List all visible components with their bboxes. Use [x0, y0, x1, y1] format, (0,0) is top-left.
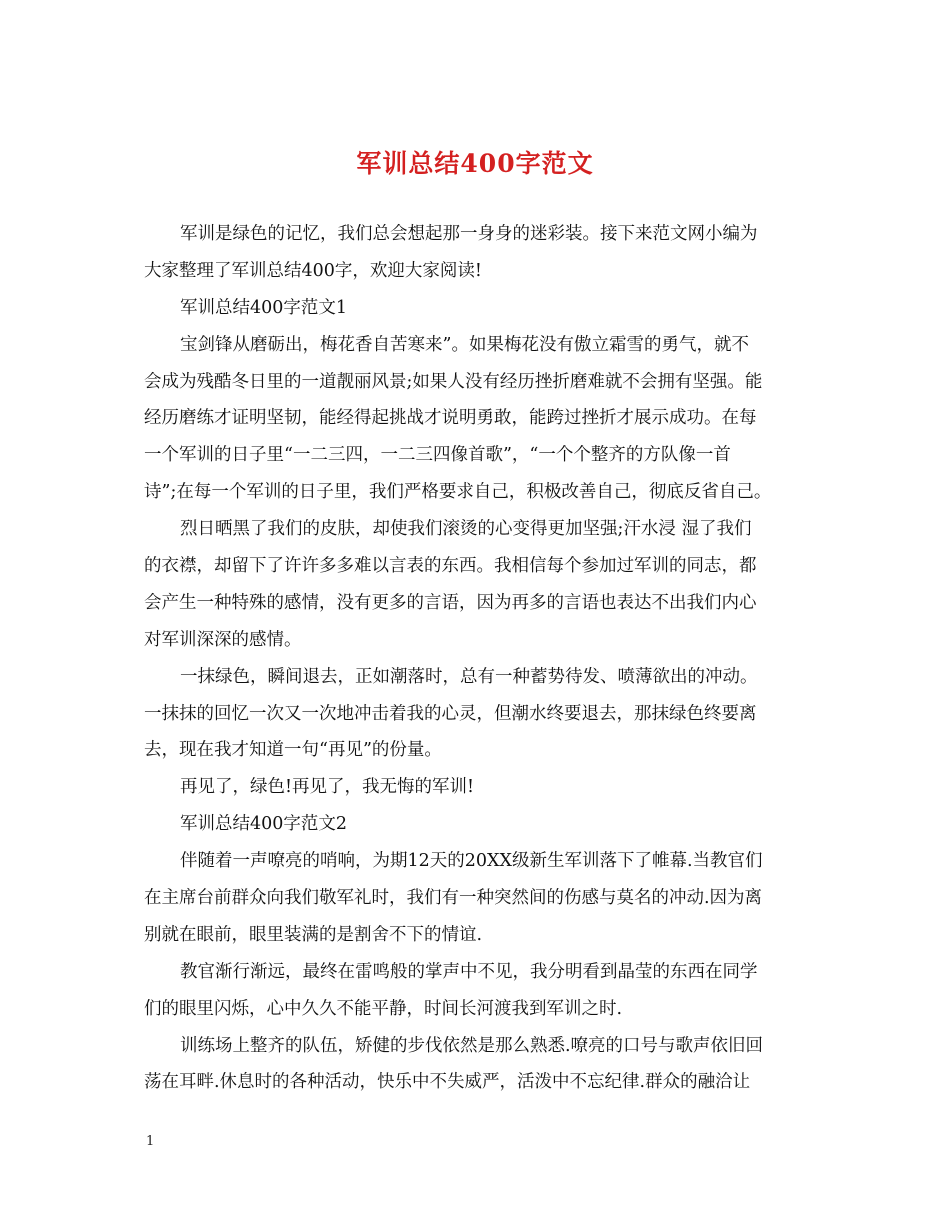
text-line: 经历磨练才证明坚韧，能经得起挑战才说明勇敢，能跨过挫折才展示成功。在每	[144, 408, 757, 429]
text-line: 别就在眼前，眼里装满的是割舍不下的情谊.	[144, 924, 483, 945]
text-line: 荡在耳畔.休息时的各种活动，快乐中不失威严，活泼中不忘纪律.群众的融洽让	[144, 1072, 751, 1093]
text-line: 再见了，绿色!再见了，我无悔的军训!	[180, 777, 475, 798]
text-line: 烈日晒黑了我们的皮肤，却使我们滚烫的心变得更加坚强;汗水浸 湿了我们	[180, 519, 752, 540]
text-line: 在主席台前群众向我们敬军礼时，我们有一种突然间的伤感与莫名的冲动.因为离	[144, 888, 763, 909]
section-heading: 军训总结400字范文2	[180, 814, 348, 835]
text-line: 一抹抹的回忆一次又一次地冲击着我的心灵，但潮水终要退去，那抹绿色终要离	[144, 703, 757, 724]
text-line: 去，现在我才知道一句“再见”的份量。	[144, 740, 442, 761]
text-line: 会产生一种特殊的感情，没有更多的言语，因为再多的言语也表达不出我们内心	[144, 592, 757, 613]
text-line: 大家整理了军训总结400字，欢迎大家阅读!	[144, 260, 482, 281]
text-line: 一抹绿色，瞬间退去，正如潮落时，总有一种蓄势待发、喷薄欲出的冲动。	[180, 666, 758, 687]
text-line: 诗”;在每一个军训的日子里，我们严格要求自己，积极改善自己，彻底反省自己。	[144, 482, 772, 503]
text-line: 的衣襟，却留下了许许多多难以言表的东西。我相信每个参加过军训的同志，都	[144, 556, 757, 577]
text-line: 训练场上整齐的队伍，矫健的步伐依然是那么熟悉.嘹亮的口号与歌声依旧回	[180, 1035, 764, 1056]
text-line: 会成为残酷冬日里的一道靓丽风景;如果人没有经历挫折磨难就不会拥有坚强。能	[144, 371, 763, 392]
document-body	[144, 216, 820, 1101]
document-title: 军训总结400字范文	[356, 149, 594, 178]
text-line: 教官渐行渐远，最终在雷鸣般的掌声中不见，我分明看到晶莹的东西在同学	[180, 961, 758, 982]
page-number: 1	[146, 1134, 155, 1149]
text-line: 伴随着一声嘹亮的哨响，为期12天的20XX级新生军训落下了帷幕.当教官们	[180, 851, 763, 872]
text-line: 一个军训的日子里“一二三四，一二三四像首歌”，“一个个整齐的方队像一首	[144, 445, 731, 466]
section-heading: 军训总结400字范文1	[180, 297, 348, 318]
text-line: 军训是绿色的记忆，我们总会想起那一身身的迷彩装。接下来范文网小编为	[180, 224, 758, 244]
text-line: 们的眼里闪烁，心中久久不能平静，时间长河渡我到军训之时.	[144, 998, 623, 1019]
text-line: 对军训深深的感情。	[144, 629, 302, 650]
text-line: 宝剑锋从磨砺出，梅花香自苦寒来”。如果梅花没有傲立霜雪的勇气，就不	[180, 334, 749, 355]
